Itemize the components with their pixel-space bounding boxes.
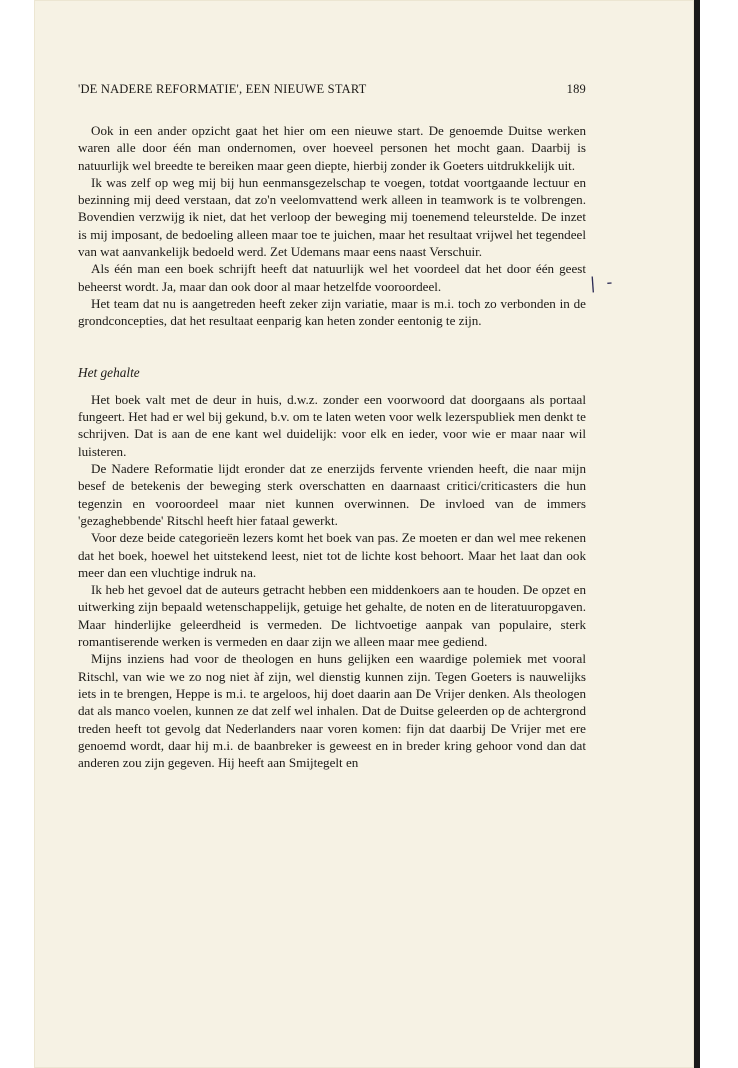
paragraph: Als één man een boek schrijft heeft dat natuurlijk wel het voordeel dat het door één geest beheerst wordt. Ja, maar dan ook door al maar hetzelfde vooroordeel. — [78, 261, 586, 294]
paragraph: Ook in een ander opzicht gaat het hier om een nieuwe start. De genoemde Duitse werken waren alle door één man ondernomen, over hoeveel personen het mocht gaan. Daarbij is natuurlijk wel breedte te bereiken maar geen diepte, hierbij zonder ik Goeters uitdrukkelijk uit. — [78, 123, 586, 173]
paragraph: Het boek valt met de deur in huis, d.w.z. zonder een voorwoord dat doorgaans als portaal fungeert. Het had er wel bij gekund, b.v. om te laten weten voor welk lezerspubliek men denkt te schrijven. Dat is aan de ene kant wel duidelijk: voor elk en ieder, voor wie er maar naar wil luisteren. — [78, 391, 586, 459]
paragraph: Voor deze beide categorieën lezers komt het boek van pas. Ze moeten er dan wel mee rekenen dat het boek, hoewel het uitstekend leest, niet tot de lichte kost behoort. Maar het laat dan ook meer dan een vluchtige indruk na. — [78, 530, 586, 580]
page-number: 189 — [566, 82, 586, 96]
book-spine-edge — [694, 0, 700, 1068]
running-header — [78, 82, 586, 98]
paragraph: De Nadere Reformatie lijdt eronder dat ze enerzijds fervente vrienden heeft, die naar mijn besef de betekenis der beweging sterk overschatten en daarnaast critici/criticasters die hun tegenzin en vooroordeel maar niet kunnen overwinnen. De invloed van de immers 'gezaghebbende' Ritschl heeft hier fataal gewerkt. — [78, 461, 586, 528]
body-text — [78, 122, 586, 771]
paragraph: Ik heb het gevoel dat de auteurs getracht hebben een middenkoers aan te houden. De opzet en uitwerking zijn bepaald wetenschappelijk, getuige het gehalte, de noten en de literatuuropgaven. Maar hinderlijke geleerdheid is vermeden. De lichtvoetige aanpak van populaire, sterk romantiserende werken is vermeden en daar zijn we alleen maar mee gediend. — [78, 582, 586, 650]
paragraph: Ik was zelf op weg mij bij hun eenmansgezelschap te voegen, totdat voortgaande lectuur en bezinning mij deed verstaan, dat zo'n veelomvattend werk alleen in teamwork is te volbrengen. Bovendien verzwijg ik niet, dat het verloop der beweging mij toenemend teleurstelde. De inzet is mij imposant, de bedoeling alleen maar toe te juichen, maar het resultaat vrijwel het tegendeel van wat aanvankelijk bedoeld werd. Zet Udemans maar eens naast Verschuir. — [78, 174, 586, 260]
section-heading: Het gehalte — [78, 364, 140, 380]
paragraph: Het team dat nu is aangetreden heeft zeker zijn variatie, maar is m.i. toch zo verbonden in de grondconcepties, dat het resultaat eenparig kan heten zonder eentonig te zijn. — [78, 295, 586, 329]
handwritten-margin-mark: | - — [589, 272, 616, 293]
running-title: 'DE NADERE REFORMATIE', EEN NIEUWE START — [78, 82, 367, 96]
paragraph: Mijns inziens had voor de theologen en huns gelijken een waardige polemiek met vooral Ritschl, van wie we zo nog niet àf zijn, wel dienstig kunnen zijn. Tegen Goeters is nauwelijks iets in te brengen, Heppe is m.i. te argeloos, hij doet daarin aan De Vrijer denken. Als theologen dat als manco voelen, kunnen ze dat zelf wel inhalen. Dat de Duitse geleerden op de achtergrond treden heeft tot gevolg dat Nederlanders naar voren komen: fijn dat daarbij De Vrijer met ere genoemd wordt, daar hij m.i. de baanbreker is geweest en in breder kring gehoor vond dan dat anderen zou zijn gegeven. Hij heeft aan Smijtegelt en — [78, 651, 586, 771]
